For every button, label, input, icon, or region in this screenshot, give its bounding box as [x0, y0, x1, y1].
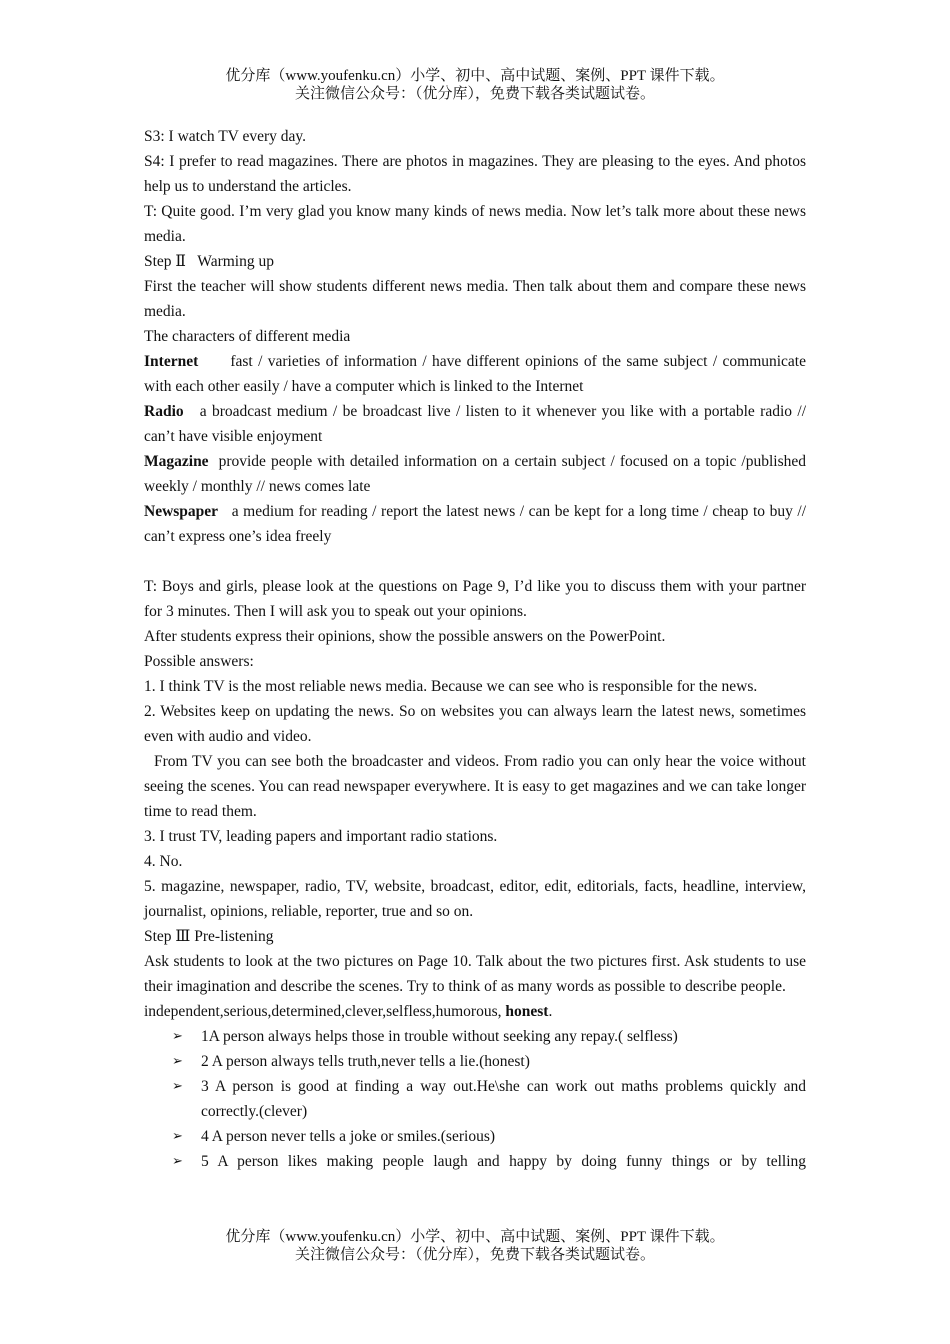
- answer-5: 5. magazine, newspaper, radio, TV, website, broadcast, editor, edit, editorials, facts, headline, interview, journalist, opinions, reliable, reporter, true and so on.: [144, 878, 806, 920]
- media-radio: [144, 399, 806, 449]
- bullet-item: [144, 1124, 806, 1149]
- paragraph-after: After students express their opinions, show the possible answers on the PowerPoint.: [144, 628, 666, 645]
- arrow-bullet-icon: ➢: [172, 1129, 183, 1144]
- media-magazine: [144, 449, 806, 499]
- paragraph-characters: The characters of different media: [144, 328, 351, 345]
- paragraph-s3: S3: I watch TV every day.: [144, 128, 306, 145]
- bullet-item: [144, 1049, 806, 1074]
- footer-line-2: 关注微信公众号：（优分库），免费下载各类试题试卷。: [294, 1247, 655, 1263]
- answer-1: 1. I think TV is the most reliable news media. Because we can see who is responsible for the news.: [144, 678, 758, 695]
- media-newspaper: [144, 499, 806, 549]
- page-header: [0, 67, 950, 103]
- page-footer: [0, 1228, 950, 1264]
- header-line-2: 关注微信公众号：（优分库），免费下载各类试题试卷。: [294, 86, 655, 102]
- arrow-bullet-icon: ➢: [172, 1079, 183, 1094]
- answer-2: 2. Websites keep on updating the news. So on websites you can always learn the latest news, sometimes even with audio and video.: [144, 703, 806, 745]
- bullet-text: 1A person always helps those in trouble without seeking any repay.( selfless): [201, 1028, 678, 1045]
- answer-2-continued: From TV you can see both the broadcaster and videos. From radio you can only hear the voice without seeing the scenes. You can read newspaper everywhere. It is easy to get magazines and we can take longer time to read them.: [144, 753, 806, 820]
- step-2-heading: Step Ⅱ Warming up: [144, 253, 274, 270]
- media-label-radio: Radio: [144, 403, 184, 420]
- bullet-text: 3 A person is good at finding a way out.He\she can work out maths problems quickly and correctly.(clever): [201, 1078, 806, 1120]
- arrow-bullet-icon: ➢: [172, 1154, 183, 1169]
- bullet-item: [144, 1149, 806, 1174]
- bullet-item: [144, 1074, 806, 1124]
- arrow-bullet-icon: ➢: [172, 1029, 183, 1044]
- bullet-item: [144, 1024, 806, 1049]
- media-text-radio: a broadcast medium / be broadcast live / listen to it whenever you like with a portable radio // can’t have visible enjoyment: [144, 403, 806, 445]
- bullet-text: 4 A person never tells a joke or smiles.(serious): [201, 1128, 496, 1145]
- paragraph-s4: S4: I prefer to read magazines. There are photos in magazines. They are pleasing to the eyes. And photos help us to understand the articles.: [144, 153, 806, 195]
- adjective-bold-honest: honest: [505, 1003, 549, 1020]
- possible-answers-heading: Possible answers:: [144, 653, 254, 670]
- paragraph-teacher-2: T: Boys and girls, please look at the questions on Page 9, I’d like you to discuss them with your partner for 3 minutes. Then I will ask you to speak out your opinions.: [144, 578, 806, 620]
- media-label-internet: Internet: [144, 353, 199, 370]
- answer-3: 3. I trust TV, leading papers and important radio stations.: [144, 828, 498, 845]
- bullet-text: 5 A person likes making people laugh and happy by doing funny things or by telling: [201, 1153, 806, 1170]
- media-text-internet: fast / varieties of information / have different opinions of the same subject / communicate with each other easily / have a computer which is linked to the Internet: [144, 353, 806, 395]
- paragraph-ask: Ask students to look at the two pictures on Page 10. Talk about the two pictures first. Ask students to use their imagination and describe the scenes. Try to think of as many words as possible to describe people.: [144, 953, 806, 995]
- answer-4: 4. No.: [144, 853, 183, 870]
- adjective-list: [144, 999, 806, 1024]
- media-label-magazine: Magazine: [144, 453, 209, 470]
- blank-line: [144, 549, 806, 574]
- footer-line-1: 优分库（www.youfenku.cn）小学、初中、高中试题、案例、PPT 课件下载。: [225, 1229, 725, 1245]
- media-internet: [144, 349, 806, 399]
- paragraph-teacher-1: T: Quite good. I’m very glad you know many kinds of news media. Now let’s talk more about these news media.: [144, 203, 806, 245]
- bullet-text: 2 A person always tells truth,never tells a lie.(honest): [201, 1053, 530, 1070]
- step-3-heading: Step Ⅲ Pre-listening: [144, 928, 274, 945]
- arrow-bullet-icon: ➢: [172, 1054, 183, 1069]
- media-text-newspaper: a medium for reading / report the latest news / can be kept for a long time / cheap to buy // can’t express one’s idea freely: [144, 503, 806, 545]
- media-label-newspaper: Newspaper: [144, 503, 219, 520]
- media-text-magazine: provide people with detailed information on a certain subject / focused on a topic /published weekly / monthly // news comes late: [144, 453, 807, 495]
- paragraph-first: First the teacher will show students different news media. Then talk about them and compare these news media.: [144, 278, 806, 320]
- header-line-1: 优分库（www.youfenku.cn）小学、初中、高中试题、案例、PPT 课件下载。: [225, 68, 725, 84]
- adjective-list-text: independent,serious,determined,clever,selfless,humorous,: [144, 1003, 506, 1020]
- document-body: [144, 124, 806, 1174]
- adjective-list-end: .: [548, 1003, 553, 1020]
